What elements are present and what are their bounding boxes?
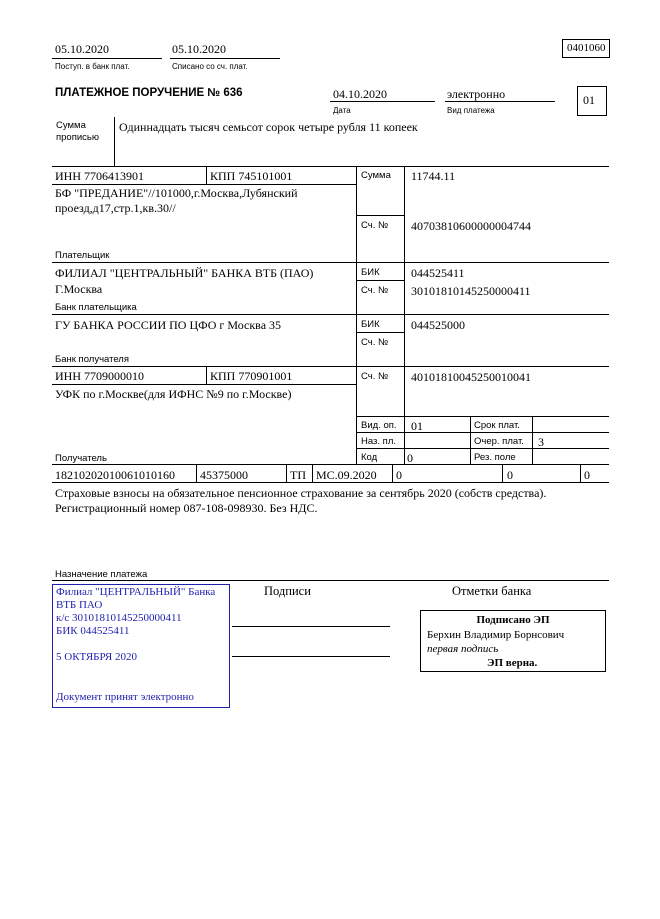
document-date-label: Дата <box>333 106 351 115</box>
stamp-date: 5 ОКТЯБРЯ 2020 <box>56 651 137 663</box>
grid-line-recipient-bank-end <box>52 366 609 367</box>
grid-line-payer-end <box>52 262 609 263</box>
stamp-line-4: БИК 044525411 <box>56 625 130 637</box>
purpose-label: Назначение платежа <box>55 569 148 580</box>
bank-marks-label: Отметки банка <box>452 584 532 598</box>
tax-sep-2 <box>286 464 287 482</box>
payer-account-value: 40703810600000004744 <box>411 219 531 233</box>
amount-words-label-1: Сумма <box>56 120 86 131</box>
document-date: 04.10.2020 <box>333 87 387 101</box>
grid-line-payer-bank-end <box>52 314 609 315</box>
payer-bank-name-1: ФИЛИАЛ "ЦЕНТРАЛЬНЫЙ" БАНКА ВТБ (ПАО) <box>55 266 314 280</box>
e-signature-signer: Берхин Владимир Борнсович <box>427 629 565 641</box>
grid-line-opcode <box>356 432 609 433</box>
grid-line-payer-inn <box>52 184 356 185</box>
bank-stamp <box>52 584 230 708</box>
grid-inn-kpp-sep-payer <box>206 166 207 184</box>
received-date: 05.10.2020 <box>55 42 109 56</box>
tax-sep-4 <box>392 464 393 482</box>
payer-bank-account-value: 30101810145250000411 <box>411 284 531 298</box>
stamp-line-2: ВТБ ПАО <box>56 599 103 611</box>
e-signature-role: первая подпись <box>427 643 499 655</box>
status-code: 01 <box>583 93 595 107</box>
tax-kbk: 18210202010061010160 <box>55 468 175 482</box>
grid-line-recipient-end <box>52 464 609 465</box>
recipient-account-label: Сч. № <box>361 371 389 382</box>
grid-col-labels <box>356 166 357 464</box>
recipient-kpp: КПП 770901001 <box>210 369 293 383</box>
stamp-line-1: Филиал "ЦЕНТРАЛЬНЫЙ" Банка <box>56 586 216 598</box>
payment-type-label: Вид платежа <box>447 106 495 115</box>
debited-date-underline <box>170 58 280 59</box>
grid-line-recipient-inn <box>52 384 356 385</box>
signatures-label: Подписи <box>264 584 311 598</box>
grid-line-bik1 <box>356 280 404 281</box>
amount-words-bottom-line <box>52 166 609 167</box>
tax-type: 0 <box>584 468 590 482</box>
signature-line-1 <box>232 626 390 627</box>
payer-name-2: проезд,д17,стр.1,кв.30// <box>55 201 176 215</box>
recipient-label: Получатель <box>55 453 107 464</box>
grid-col-code-values <box>532 416 533 464</box>
tax-sep-6 <box>580 464 581 482</box>
recipient-bank-label: Банк получателя <box>55 354 129 365</box>
amount-words-value: Одиннадцать тысяч семьсот сорок четыре рубля 11 копеек <box>119 120 418 134</box>
payer-bank-name-2: Г.Москва <box>55 282 103 296</box>
status-code-box <box>577 86 607 116</box>
tax-sep-3 <box>312 464 313 482</box>
tax-oktmo: 45375000 <box>200 468 248 482</box>
recipient-bank-bik-value: 044525000 <box>411 318 465 332</box>
grid-line-bik2 <box>356 332 404 333</box>
e-signature-title: Подписано ЭП <box>476 614 550 626</box>
recipient-inn: ИНН 7709000010 <box>55 369 144 383</box>
tax-basis: ТП <box>290 468 306 482</box>
payer-name-1: БФ "ПРЕДАНИЕ"//101000,г.Москва,Лубянский <box>55 186 298 200</box>
grid-line-purpose-code <box>356 448 609 449</box>
recipient-bank-name: ГУ БАНКА РОССИИ ПО ЦФО г Москва 35 <box>55 318 282 332</box>
tax-doc-date: 0 <box>507 468 513 482</box>
purpose-code-label: Наз. пл. <box>361 436 396 447</box>
stamp-line-3: к/с 30101810145250000411 <box>56 612 182 624</box>
payer-label: Плательщик <box>55 250 110 261</box>
tax-period: МС.09.2020 <box>316 468 377 482</box>
payer-bank-account-label: Сч. № <box>361 285 389 296</box>
grid-col-values <box>404 166 405 464</box>
code-value: 0 <box>407 451 413 465</box>
amount-words-label-2: прописью <box>56 132 99 143</box>
e-signature-verified: ЭП верна. <box>487 657 538 669</box>
sum-label: Сумма <box>361 170 391 181</box>
payer-bank-bik-value: 044525411 <box>411 266 465 280</box>
payment-type-underline <box>445 101 555 102</box>
document-date-underline <box>330 101 435 102</box>
term-label: Срок плат. <box>474 420 520 431</box>
received-date-underline <box>52 58 162 59</box>
payer-bank-label: Банк плательщика <box>55 302 137 313</box>
payer-account-label: Сч. № <box>361 220 389 231</box>
debited-date: 05.10.2020 <box>172 42 226 56</box>
grid-col-code-labels <box>470 416 471 464</box>
tax-sep-1 <box>196 464 197 482</box>
payer-bank-bik-label: БИК <box>361 267 380 278</box>
purpose-line-2: Регистрационный номер 087-108-098930. Без НДС. <box>55 501 318 515</box>
form-code: 0401060 <box>567 42 606 54</box>
purpose-bottom-line <box>52 580 609 581</box>
recipient-bank-bik-label: БИК <box>361 319 380 330</box>
recipient-name: УФК по г.Москве(для ИФНС №9 по г.Москве) <box>55 387 292 401</box>
payment-type: электронно <box>447 87 506 101</box>
recipient-bank-account-label: Сч. № <box>361 337 389 348</box>
grid-inn-kpp-sep-recipient <box>206 366 207 384</box>
document-title: ПЛАТЕЖНОЕ ПОРУЧЕНИЕ № 636 <box>55 87 243 99</box>
e-signature-box <box>420 610 606 672</box>
op-type-label: Вид. оп. <box>361 420 397 431</box>
sum-value: 11744.11 <box>411 169 456 183</box>
tax-sep-5 <box>502 464 503 482</box>
signature-line-2 <box>232 656 390 657</box>
received-date-label: Поступ. в банк плат. <box>55 62 130 71</box>
grid-line-account-end <box>356 416 609 417</box>
op-type-value: 01 <box>411 419 423 433</box>
purpose-line-1: Страховые взносы на обязательное пенсионное страхование за сентябрь 2020 (собств средства). <box>55 486 547 500</box>
grid-line-sum <box>356 215 404 216</box>
amount-words-divider <box>114 117 115 166</box>
tax-doc-number: 0 <box>396 468 402 482</box>
debited-date-label: Списано со сч. плат. <box>172 62 248 71</box>
code-label: Код <box>361 452 378 463</box>
payer-kpp: КПП 745101001 <box>210 169 293 183</box>
payer-inn: ИНН 7706413901 <box>55 169 144 183</box>
reserve-label: Рез. поле <box>474 452 516 463</box>
order-value: 3 <box>538 435 544 449</box>
form-code-box <box>562 39 610 58</box>
recipient-account-value: 40101810045250010041 <box>411 370 531 384</box>
order-label: Очер. плат. <box>474 436 524 447</box>
stamp-status: Документ принят электронно <box>56 691 194 703</box>
